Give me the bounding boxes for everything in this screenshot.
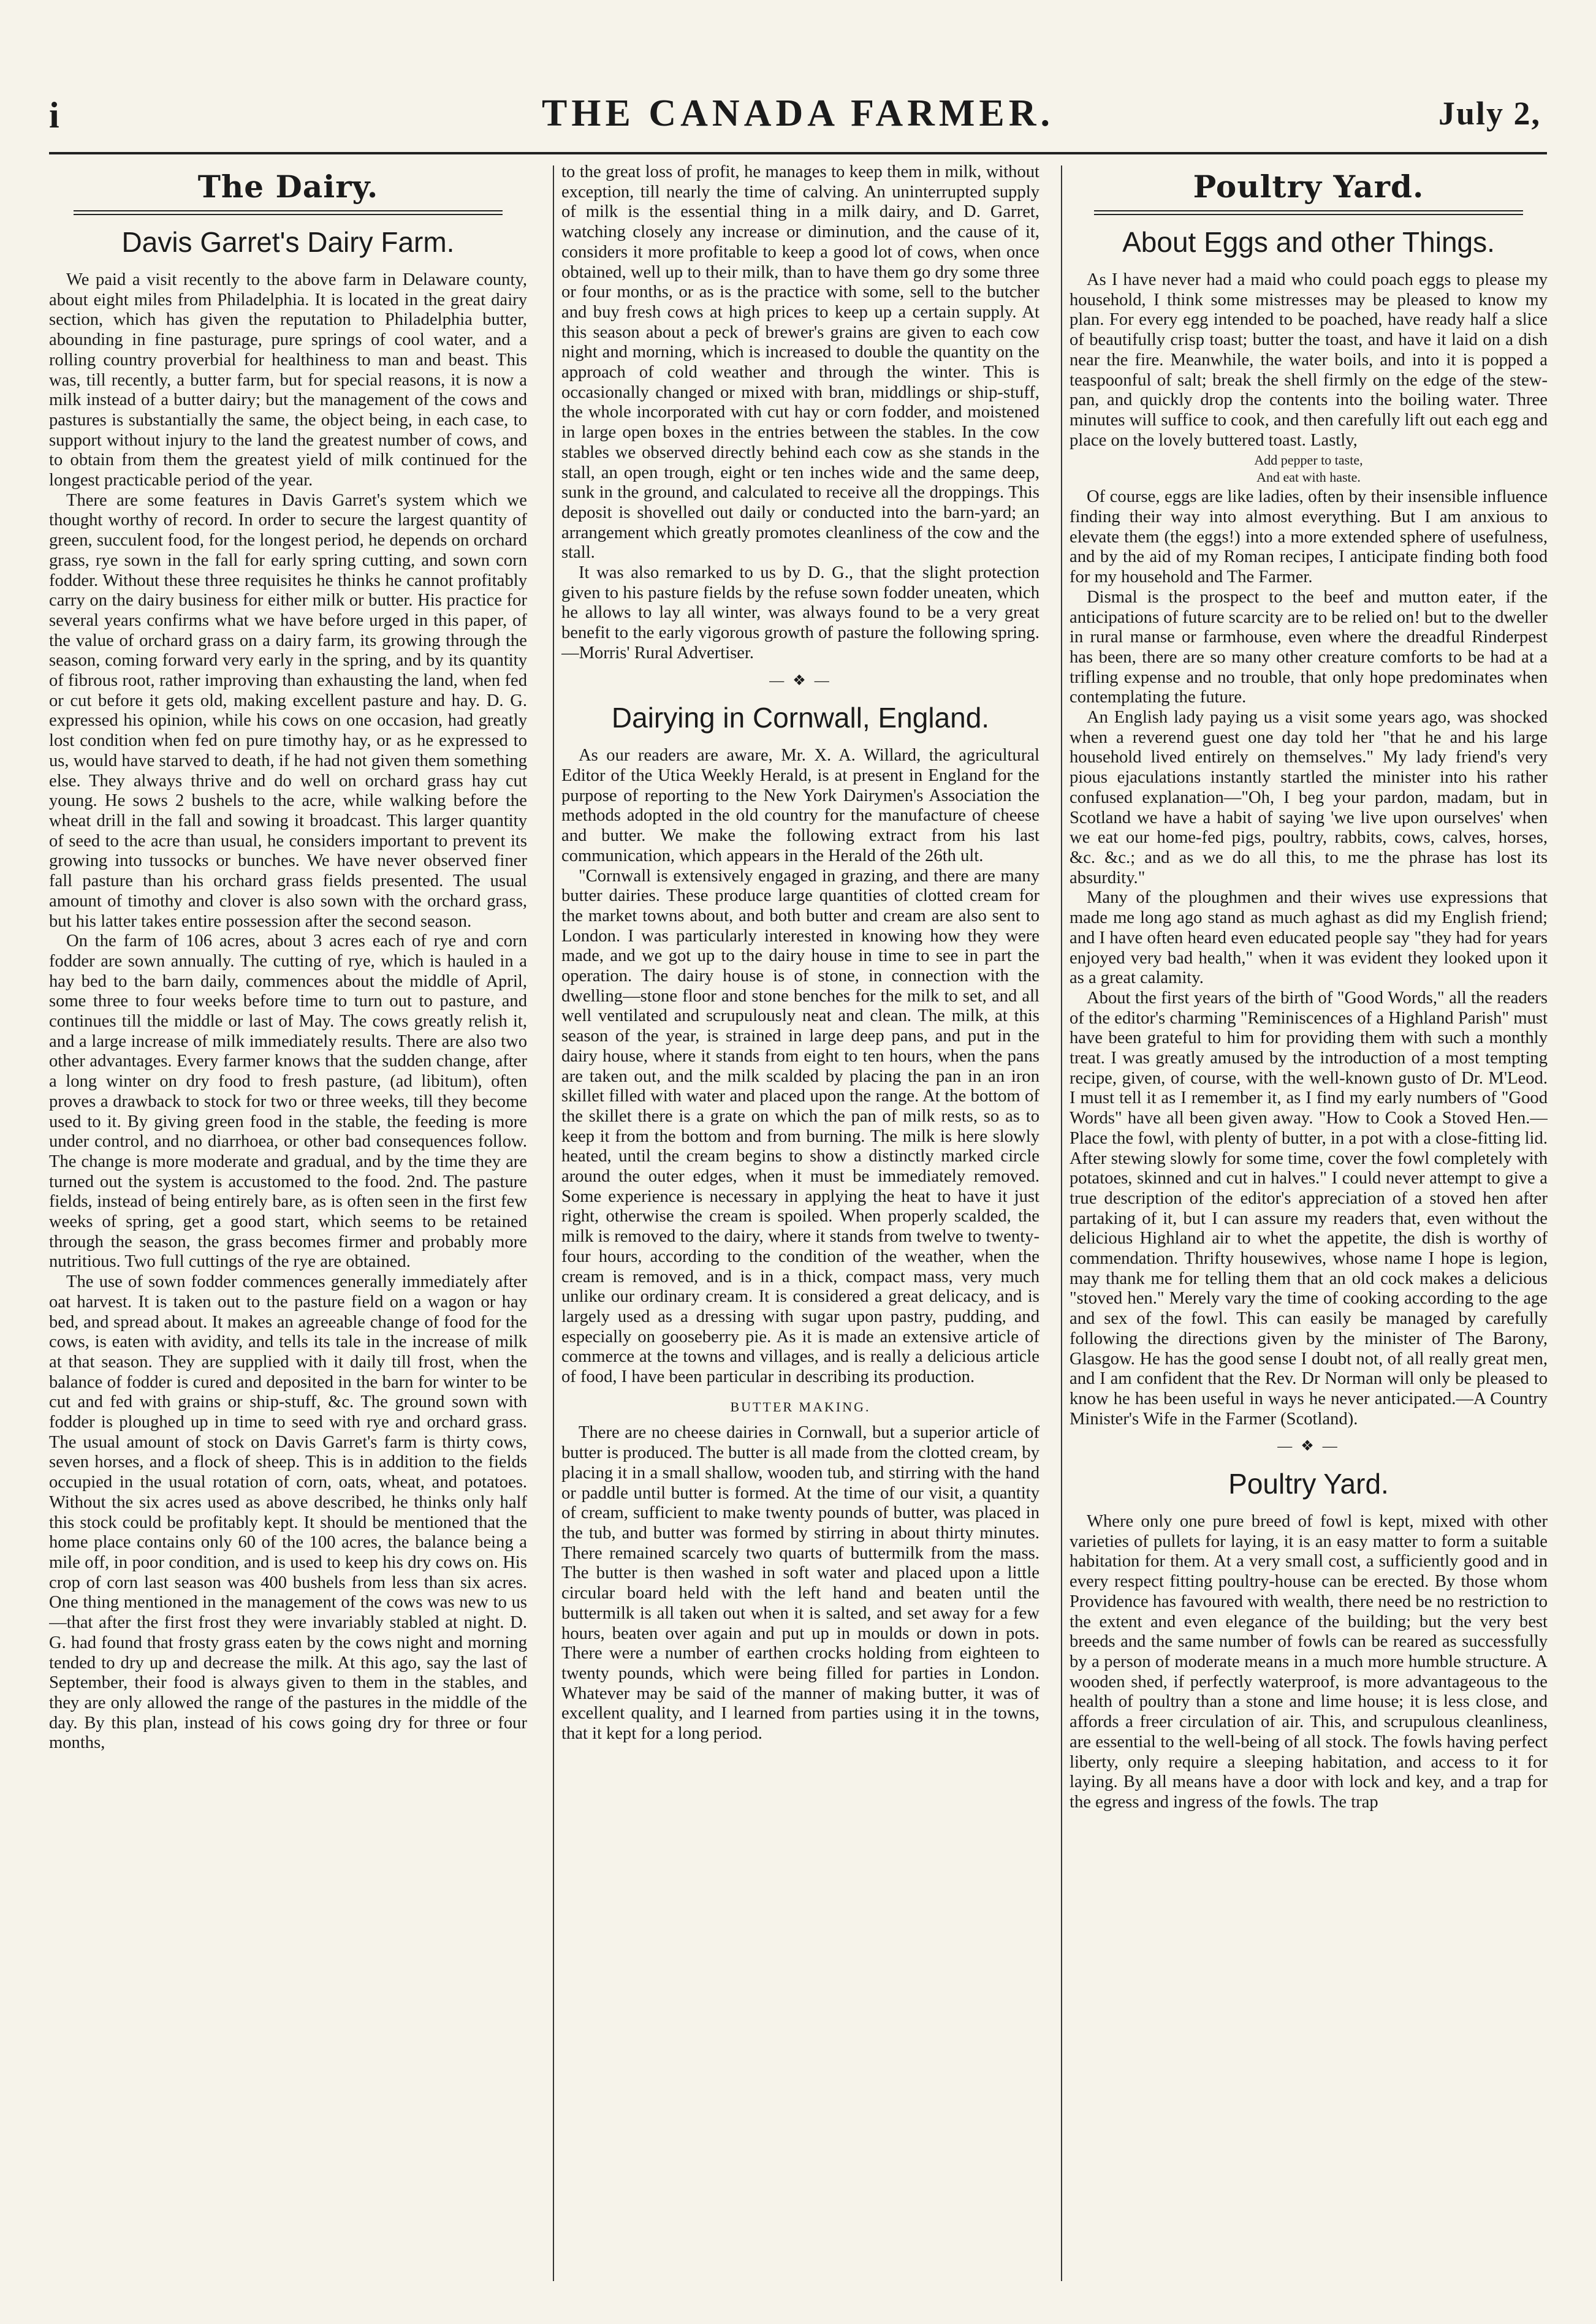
newspaper-title: THE CANADA FARMER. [541,93,1055,134]
paragraph: Of course, eggs are like ladies, often by their insensible influence finding their way into almost everything. But I am anxious to elevate them (the eggs!) into a more extended sphere of usefulness, and by the aid of my Roman recipes, I anticipate finding both food for my household and The Farmer. [1070,487,1548,587]
paragraph: There are some features in Davis Garret's system which we thought worthy of record. In order to secure the largest quantity of green, succulent food, for the longest period, he depends on orchard grass, rye sown in the fall for early spring cutting, and sown corn fodder. Without these three requisites he thinks he cannot profitably carry on the dairy business for either milk or butter. His practice for several years confirms what we have before urged in this paper, of the value of orchard grass on a dairy farm, its growing through the season, coming forward very early in the spring, and by its quantity of fibrous root, rather improving than exhausting the land, when fed or cut before it gets old, making excellent pasture and hay. D. G. expressed his opinion, while his cows on one occasion, had greatly lost condition when fed on pure timothy hay, or as he expressed to us, would have starved to death, if he had not given them something else. They always thrive and do well on orchard grass hay cut young. He sows 2 bushels to the acre, while walking before the wheat drill in the fall and sowing it broadcast. This larger quantity of seed to the acre than usual, he considers important to prevent its growing into tussocks or bunches. We have never observed finer fall pasture than his orchard grass fields presented. The usual amount of timothy and clover is also sown with the orchard grass, but his latter takes entire possession after the second season. [49,490,527,931]
paragraph: As I have never had a maid who could poach eggs to please my household, I think some mistresses may be pleased to know my plan. For every egg intended to be poached, have ready half a slice of beautifully crisp toast; butter the toast, and have it laid on a dish near the fire. Meanwhile, the water boils, and into it is popped a teaspoonful of salt; break the shell firmly on the edge of the stew-pan, and quickly drop the contents into the boiling water. Three minutes will suffice to cook, and then carefully lift out each egg and place on the lovely buttered toast. Lastly, [1070,270,1548,450]
article-title-poultry-yard: Poultry Yard. [1228,1468,1389,1500]
verse-line: And eat with haste. [1256,469,1361,485]
page-mark: i [49,95,59,135]
article-title-dairy-farm: Davis Garret's Dairy Farm. [121,226,455,258]
section-rule [1094,210,1523,215]
section-heading-dairy: The Dairy. [197,169,379,205]
paragraph: "Cornwall is extensively engaged in grazing, and there are many butter dairies. These produce large quantities of clotted cream for the market towns about, and both butter and cream are also sent to London. I was particularly interested in knowing how they were made, and we got up to the dairy house in time to see in part the operation. The dairy house is of stone, in connection with the dwelling—stone floor and stone benches for the milk to set, and all well ventilated and scrupulously neat and clean. The milk, at this season of the year, is strained in large deep pans, and put in the dairy house, where it stands from eight to ten hours, when the pans are taken out, and the milk scalded by placing the pan in an iron skillet filled with water and placed upon the range. At the bottom of the skillet there is a grate on which the pan of milk rests, so as to keep it from the bottom and from burning. The milk is here slowly heated, until the cream begins to show a distinctly marked circle around the outer edges, when it must be immediately removed. Some experience is necessary in applying the heat to have it just right, otherwise the cream is spoiled. When properly scalded, the milk is removed to the dairy, where it stands from twelve to twenty-four hours, according to the condition of the weather, when the cream is removed, and is in a thick, compact mass, very much unlike our ordinary cream. It is considered a great delicacy, and is largely used as a dressing with sugar upon pastry, pudding, and especially on gooseberry pie. As it is made an extensive article of commerce at the towns and villages, and is really a delicious article of food, I have been particular in describing its production. [561,866,1039,1387]
paragraph: to the great loss of profit, he manages to keep them in milk, without exception, till nearly the time of calving. An uninterrupted supply of milk is the essential thing in a milk dairy, and D. Garret, watching closely any increase or diminution, and the cause of it, considers it more profitable to keep a good lot of cows, when once obtained, well up to their milk, than to have them go dry some three or four months, or as is the practice with some, sell to the butcher and buy fresh cows at high prices to keep up a certain supply. At this season about a peck of brewer's grains are given to each cow night and morning, which is increased to double the quantity on the approach of cold weather and through the winter. This is occasionally changed or mixed with bran, middlings or ship-stuff, the whole incorporated with cut hay or corn fodder, and moistened in large open boxes in the entries between the stables. In the cow stables we observed directly behind each cow as she stands in the stall, an open trough, eight or ten inches wide and the same deep, sunk in the ground, and calculated to receive all the droppings. This deposit is shovelled out daily or conducted into the barn-yard; an arrangement which greatly promotes cleanliness of the cow and the stall. [561,162,1039,563]
paragraph: Where only one pure breed of fowl is kept, mixed with other varieties of pullets for laying, it is an easy matter to form a suitable habitation for them. At a very small cost, a sufficiently good and in every respect fitting poultry-house can be erected. By those whom Providence has favoured with wealth, there need be no restriction to the extent and even elegance of the building; but the very best breeds and the same number of fowls can be reared as successfully by a person of moderate means in a much more humble structure. A wooden shed, if perfectly waterproof, is more advantageous to the health of poultry than a stone and lime house; it is less close, and affords a freer circulation of air. This, and scrupulous cleanliness, are essential to the well-being of all stock. The fowls having perfect liberty, only require a sleeping habitation, and access to it for laying. By all means have a door with lock and key, and a trap for the egress and ingress of the fowls. The trap [1070,1512,1548,1812]
column-3 [1070,162,1548,2287]
paragraph: There are no cheese dairies in Cornwall, but a superior article of butter is produced. The butter is all made from the clotted cream, by placing it in a small shallow, wooden tub, and stirring with the hand or paddle until butter is formed. At the time of our visit, a quantity of cream, sufficient to make twenty pounds of butter, was placed in the tub, and butter was formed by stirring in about thirty minutes. There remained scarcely two quarts of buttermilk from the mass. The butter is then washed in soft water and placed upon a little circular board held with the left hand and beaten until the buttermilk is all taken out when it is salted, and set away for a few hours, beaten over again and put up in moulds or down in pots. There were a number of earthen crocks holding from eighteen to twenty pounds, which were being filled for parties in London. Whatever may be said of the manner of making butter, it was of excellent quality, and I learned from parties using it in the towns, that it kept for a long period. [561,1423,1039,1744]
paragraph: About the first years of the birth of "Good Words," all the readers of the editor's charming "Reminiscences of a Highland Parish" must have been grateful to him for providing them with such a monthly treat. I was greatly amused by the introduction of a most tempting recipe, given, of course, with the well-known gusto of Dr. M'Leod. I must tell it as I remember it, as I find my early numbers of "Good Words" have all been given away. "How to Cook a Stoved Hen.—Place the fowl, with plenty of butter, in a pot with a close-fitting lid. After stewing slowly for some time, cover the fowl completely with potatoes, skinned and cut in halves." I could never attempt to give a true description of the editor's appreciation of a stoved hen after partaking of it, but I can assure my readers that, even without the delicious Highland air to whet the appetite, the dish is worthy of commendation. Thrifty housewives, whose name I hope is legion, may thank me for telling them that an old cock makes a delicious "stoved hen." Merely vary the time of cooking according to the age and sex of the fowl. This can easily be managed by carefully following the directions given by the minister of The Barony, Glasgow. He has the good sense I doubt not, of all really great men, and I am confident that the Rev. Dr Norman will only be pleased to know he has been useful in ways he never anticipated.—A Country Minister's Wife in the Farmer (Scotland). [1070,988,1548,1429]
paragraph: Many of the ploughmen and their wives use expressions that made me long ago stand as much aghast as did my English friend; and I have often heard even educated people say "they had for years enjoyed very bad health," when it was evident they looked upon it as a great calamity. [1070,888,1548,988]
paragraph: It was also remarked to us by D. G., that the slight protection given to his pasture fields by the refuse sown fodder uneaten, which he allows to lay all winter, was always found to be a very great benefit to the early vigorous growth of pasture the following spring.—Morris' Rural Advertiser. [561,563,1039,663]
paragraph: An English lady paying us a visit some years ago, was shocked when a reverend guest one day told her "that he and his large household lived entirely on themselves." My lady friend's very pious ejaculations instantly startled the minister into his rather confused explanation—"Oh, I beg your pardon, madam, but in Scotland we have a habit of saying 'we live upon ourselves' when we eat our home-fed pigs, poultry, rabbits, cows, calves, horses, &c. &c.; and as we do all this, to me the phrase has lost its absurdity." [1070,708,1548,887]
masthead-rule [49,152,1547,154]
paragraph: The use of sown fodder commences generally immediately after oat harvest. It is taken out to the pasture field on a wagon or hay bed, and spread about. It makes an agreeable change of food for the cows, is eaten with avidity, and tells its tale in the increase of milk at that season. They are supplied with it daily till frost, when the balance of fodder is cured and deposited in the barn for winter to be cut and fed with grains or ship-stuff, &c. The ground sown with fodder is ploughed up in time to seed with rye and orchard grass. The usual amount of stock on Davis Garret's farm is thirty cows, seven horses, and a flock of sheep. This is in addition to the fields occupied in the usual rotation of corn, oats, wheat, and potatoes. Without the six acres used as above described, he thinks only half this stock could be profitably kept. It should be mentioned that the home place contains only 60 of the 100 acres, the balance being a mile off, in poor condition, and is used to keep his dry cows on. His crop of corn last season was 400 bushels from less than six acres. One thing mentioned in the management of the cows was new to us—that after the first frost they were invariably stabled at night. D. G. had found that frosty grass eaten by the cows night and morning tended to dry up and decrease the milk. At this ago, say the last of September, their food is always given to them in the stables, and they are only allowed the range of the pastures in the middle of the day. By this plan, instead of his cows going dry for three or four months, [49,1272,527,1753]
issue-date: July 2, [1438,95,1541,132]
masthead [0,92,1596,147]
paragraph: As our readers are aware, Mr. X. A. Willard, the agricultural Editor of the Utica Weekly Herald, is at present in England for the purpose of reporting to the New York Dairymen's Association the methods adopted in the old country for the manufacture of cheese and butter. We make the following extract from his last communication, which appears in the Herald of the 26th ult. [561,746,1039,865]
article-title-cornwall: Dairying in Cornwall, England. [611,702,990,734]
verse-line: Add pepper to taste, [1254,452,1363,468]
paragraph: On the farm of 106 acres, about 3 acres each of rye and corn fodder are sown annually. The cutting of rye, which is hauled in a hay bed to the barn daily, commences about the middle of April, some three to four weeks before time to turn out to pasture, and continues till the middle or last of May. The cows greatly relish it, and a large increase of milk immediately results. There are also two other advantages. Every farmer knows that the sudden change, after a long winter on dry food to fresh pasture, (ad libitum), often proves a drawback to stock for two or three weeks, till they become used to it. By giving green food in the stable, the feeding is more under control, and no diarrhoea, or other bad consequences follow. The change is more moderate and gradual, and by the time they are turned out the system is accustomed to the food. 2nd. The pasture fields, instead of being entirely bare, as is often seen in the first few weeks of spring, get a good start, which seems to be retained through the season, the grass becomes firmer and probably more nutritious. Two full cuttings of the rye are obtained. [49,932,527,1272]
section-heading-poultry: Poultry Yard. [1193,169,1424,205]
subheading-butter-making: BUTTER MAKING. [730,1399,871,1415]
ornament-divider: — ❖ — [769,672,832,689]
paragraph: Dismal is the prospect to the beef and mutton eater, if the anticipations of future scarcity are to be relied on! but to the dweller in rural manse or farmhouse, even where the dreadful Rinderpest has been, there are so many other creature comforts to be had at a trifling expense and no trouble, that only hope predominates when contemplating the future. [1070,587,1548,707]
ornament-divider: — ❖ — [1277,1438,1340,1455]
column-1 [49,162,527,2287]
section-rule [74,210,503,215]
article-title-eggs: About Eggs and other Things. [1122,226,1495,258]
column-2 [561,162,1039,2287]
column-rule [553,165,554,2281]
column-rule [1061,165,1062,2281]
paragraph: We paid a visit recently to the above farm in Delaware county, about eight miles from Philadelphia. It is located in the great dairy section, which has given the reputation to Philadelphia butter, abounding in fine pasturage, pure springs of cool water, and a rolling country proverbial for healthiness to man and beast. This was, till recently, a butter farm, but for special reasons, it is now a milk instead of a butter dairy; but the management of the cows and pastures is substantially the same, the object being, in each case, to support without injury to the land the greatest number of cows, and to obtain from them the greatest yield of milk continued for the longest practicable period of the year. [49,270,527,490]
